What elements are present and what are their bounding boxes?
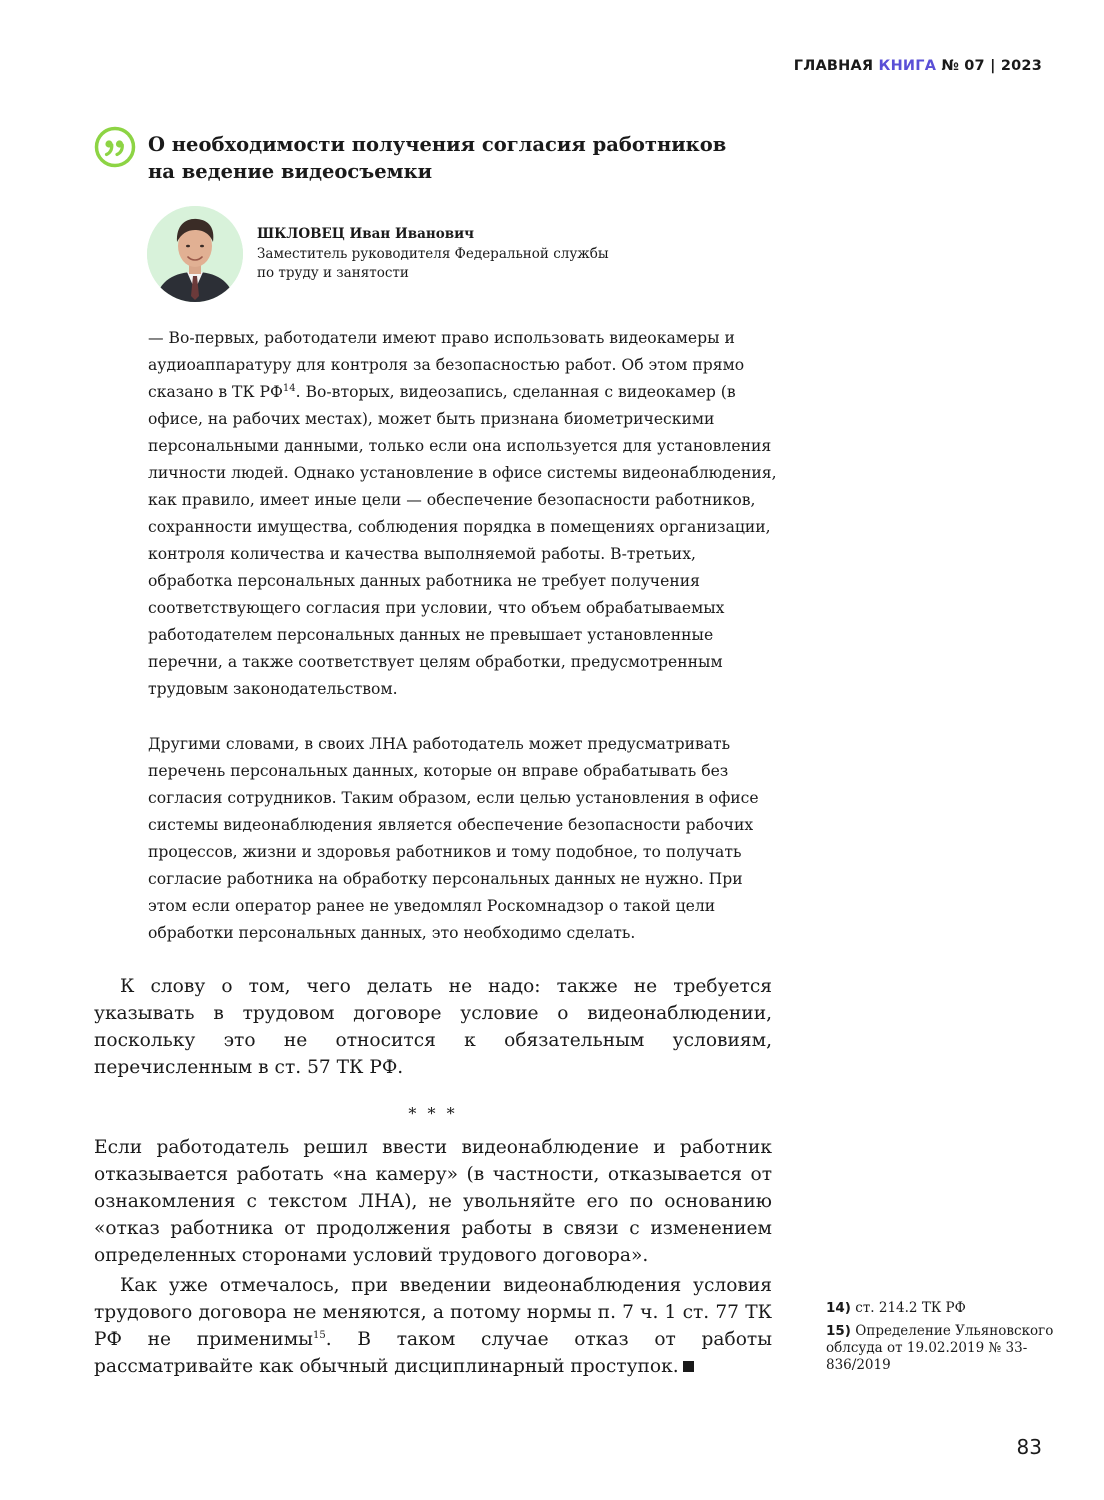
- body-paragraph-3: [94, 1272, 772, 1380]
- quote-p1-text-start: — Во-первых, работодатели имеют право использовать видеокамеры и аудиоаппаратуру для контроля за безопасностью работ. Об этом прямо сказано в ТК РФ: [148, 329, 745, 401]
- footnote-text: ст. 214.2 ТК РФ: [855, 1300, 966, 1316]
- end-of-article-mark: [683, 1361, 694, 1372]
- footnote-ref-14: 14: [282, 382, 296, 394]
- footnote-number: 14): [826, 1300, 851, 1316]
- footnote-text: Определение Ульяновского облсуда от 19.02.2019 № 33-836/2019: [826, 1323, 1054, 1373]
- body-paragraph-2: Если работодатель решил ввести видеонаблюдение и работник отказывается работать «на камеру» (в частности, отказывается от ознакомления с текстом ЛНА), не увольняйте его по основанию «отказ работника от продолжения работы в связи с изменением определенных сторонами условий трудового договора».: [94, 1137, 772, 1266]
- magazine-header: [794, 58, 1042, 74]
- author-role: [257, 245, 617, 283]
- brand-name-part1: ГЛАВНАЯ: [793, 58, 874, 74]
- quote-p1-text-end: . Во-вторых, видеозапись, сделанная с видеокамер (в офисе, на рабочих местах), может быть признана биометрическими персональными данными, только если она используется для установления личности людей. Однако установление в офисе системы видеонаблюдения, как правило, имеет иные цели — обеспечение безопасности работников, сохранности имущества, соблюдения порядка в помещениях организации, контроля количества и качества выполняемой работы. В-третьих, обработка персональных данных работника не требует получения соответствующего согласия при условии, что объем обрабатываемых работодателем персональных данных не превышает установленные перечни, а также соответствует целям обработки, предусмотренным трудовым законодательством.: [148, 383, 777, 698]
- body-paragraph-1: К слову о том, чего делать не надо: также не требуется указывать в трудовом договоре условие о видеонаблюдении, поскольку это не относится к обязательным условиям, перечисленным в ст. 57 ТК РФ.: [94, 976, 772, 1078]
- author-role-line2: по труду и занятости: [257, 265, 409, 281]
- footnotes: [826, 1300, 1056, 1380]
- author-role-line1: Заместитель руководителя Федеральной службы: [257, 246, 609, 262]
- brand-name-part2: КНИГА: [878, 58, 937, 74]
- page-number: 83: [1016, 1435, 1042, 1459]
- section-title: [148, 131, 788, 185]
- body-p3-text-start: Как уже отмечалось, при введении видеонаблюдения условия трудового договора не меняются, а потому нормы п. 7 ч. 1 ст. 77 ТК РФ не применимы: [94, 1275, 772, 1350]
- author-name: ШКЛОВЕЦ Иван Иванович: [257, 226, 475, 242]
- footnote-15: [826, 1323, 1056, 1374]
- body-p3-text-end: . В таком случае отказ от работы рассматривайте как обычный дисциплинарный проступок.: [94, 1329, 772, 1377]
- issue-number: № 07 | 2023: [941, 58, 1042, 74]
- author-photo: [147, 206, 243, 302]
- footnote-14: [826, 1300, 1056, 1317]
- footnote-ref-15: 15: [312, 1329, 326, 1341]
- section-title-line2: на ведение видеосъемки: [148, 160, 433, 183]
- quote-paragraph-1: [148, 325, 778, 703]
- quote-icon: [94, 126, 136, 168]
- section-title-line1: О необходимости получения согласия работников: [148, 133, 727, 156]
- section-separator: * * *: [408, 1104, 458, 1123]
- quote-paragraph-2: Другими словами, в своих ЛНА работодатель может предусматривать перечень персональных данных, которые он вправе обрабатывать без согласия сотрудников. Таким образом, если целью установления в офисе системы видеонаблюдения является обеспечение безопасности рабочих процессов, жизни и здоровья работников и тому подобное, то получать согласие работника на обработку персональных данных не нужно. При этом если оператор ранее не уведомлял Роскомнадзор о такой цели обработки персональных данных, это необходимо сделать.: [148, 735, 759, 942]
- footnote-number: 15): [826, 1323, 851, 1339]
